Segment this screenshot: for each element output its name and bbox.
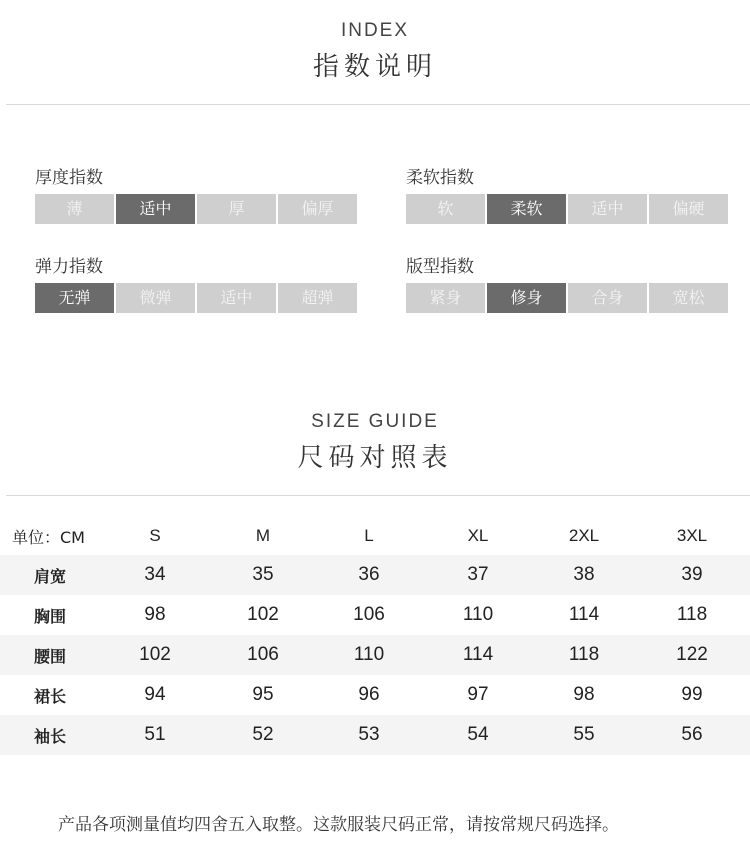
table-cell: 37 [467, 564, 489, 585]
row-label: 胸围 [33, 606, 66, 626]
index-title-cn: 指数说明 [312, 52, 437, 82]
table-cell: 53 [358, 724, 380, 745]
index-label: 弹力指数 [35, 257, 103, 277]
index-option: 超弹 [278, 283, 357, 313]
table-cell: 56 [681, 724, 703, 745]
index-label: 厚度指数 [35, 168, 103, 188]
size-table [0, 517, 750, 755]
row-label: 肩宽 [33, 566, 66, 586]
index-option: 偏厚 [278, 194, 357, 224]
table-cell: 34 [144, 564, 166, 585]
table-row [0, 595, 750, 635]
table-cell: 118 [568, 644, 600, 665]
thickness-options [35, 194, 357, 224]
row-label: 裙长 [33, 686, 66, 706]
table-row [0, 715, 750, 755]
size-column-header: S [149, 526, 161, 545]
table-cell: 98 [144, 604, 166, 625]
fit-options [406, 283, 728, 313]
table-cell: 96 [358, 684, 380, 705]
index-title-en: INDEX [340, 20, 410, 41]
index-option: 薄 [35, 194, 114, 224]
table-cell: 52 [252, 724, 274, 745]
index-divider [6, 104, 750, 105]
size-column-header: XL [467, 526, 489, 545]
size-guide-title-cn: 尺码对照表 [297, 443, 453, 473]
table-row [0, 555, 750, 595]
size-column-header: M [255, 526, 271, 545]
table-cell: 110 [353, 644, 385, 665]
table-cell: 51 [144, 724, 166, 745]
size-guide-title-en: SIZE GUIDE [311, 411, 439, 432]
elasticity-options [35, 283, 357, 313]
table-cell: 114 [568, 604, 600, 625]
table-cell: 102 [139, 644, 171, 665]
size-guide-divider [6, 495, 750, 496]
index-option: 偏硬 [649, 194, 728, 224]
table-cell: 94 [144, 684, 166, 705]
softness-options [406, 194, 728, 224]
index-option-selected: 无弹 [35, 283, 114, 313]
index-option: 软 [406, 194, 485, 224]
table-header-row [0, 517, 750, 555]
index-label: 版型指数 [406, 257, 474, 277]
table-cell: 97 [467, 684, 489, 705]
index-label: 柔软指数 [406, 168, 474, 188]
measurement-note: 产品各项测量值均四舍五入取整。这款服装尺码正常，请按常规尺码选择。 [58, 815, 619, 835]
fit-index [406, 255, 728, 313]
table-cell: 38 [573, 564, 595, 585]
size-column-header: 2XL [568, 526, 600, 545]
table-cell: 102 [247, 604, 279, 625]
table-cell: 39 [681, 564, 703, 585]
index-option: 适中 [568, 194, 647, 224]
index-option: 厚 [197, 194, 276, 224]
row-label: 袖长 [33, 726, 66, 746]
index-option-selected: 修身 [487, 283, 566, 313]
index-option-selected: 适中 [116, 194, 195, 224]
table-cell: 99 [681, 684, 703, 705]
table-cell: 106 [353, 604, 385, 625]
table-cell: 106 [247, 644, 279, 665]
index-option: 微弹 [116, 283, 195, 313]
index-option: 紧身 [406, 283, 485, 313]
thickness-index [35, 166, 357, 224]
table-row [0, 635, 750, 675]
table-cell: 118 [676, 604, 708, 625]
index-header [0, 20, 750, 83]
index-option: 宽松 [649, 283, 728, 313]
table-cell: 110 [462, 604, 494, 625]
unit-label: 单位：CM [12, 527, 85, 547]
table-cell: 54 [467, 724, 489, 745]
size-guide-header [0, 411, 750, 474]
table-cell: 55 [573, 724, 595, 745]
index-option: 适中 [197, 283, 276, 313]
table-cell: 36 [358, 564, 380, 585]
table-cell: 122 [676, 644, 708, 665]
table-row [0, 675, 750, 715]
table-cell: 95 [252, 684, 274, 705]
elasticity-index [35, 255, 357, 313]
row-label: 腰围 [33, 646, 66, 666]
table-cell: 35 [252, 564, 274, 585]
index-option-selected: 柔软 [487, 194, 566, 224]
softness-index [406, 166, 728, 224]
table-cell: 98 [573, 684, 595, 705]
index-option: 合身 [568, 283, 647, 313]
size-column-header: 3XL [676, 526, 708, 545]
table-cell: 114 [462, 644, 494, 665]
size-column-header: L [364, 526, 374, 545]
